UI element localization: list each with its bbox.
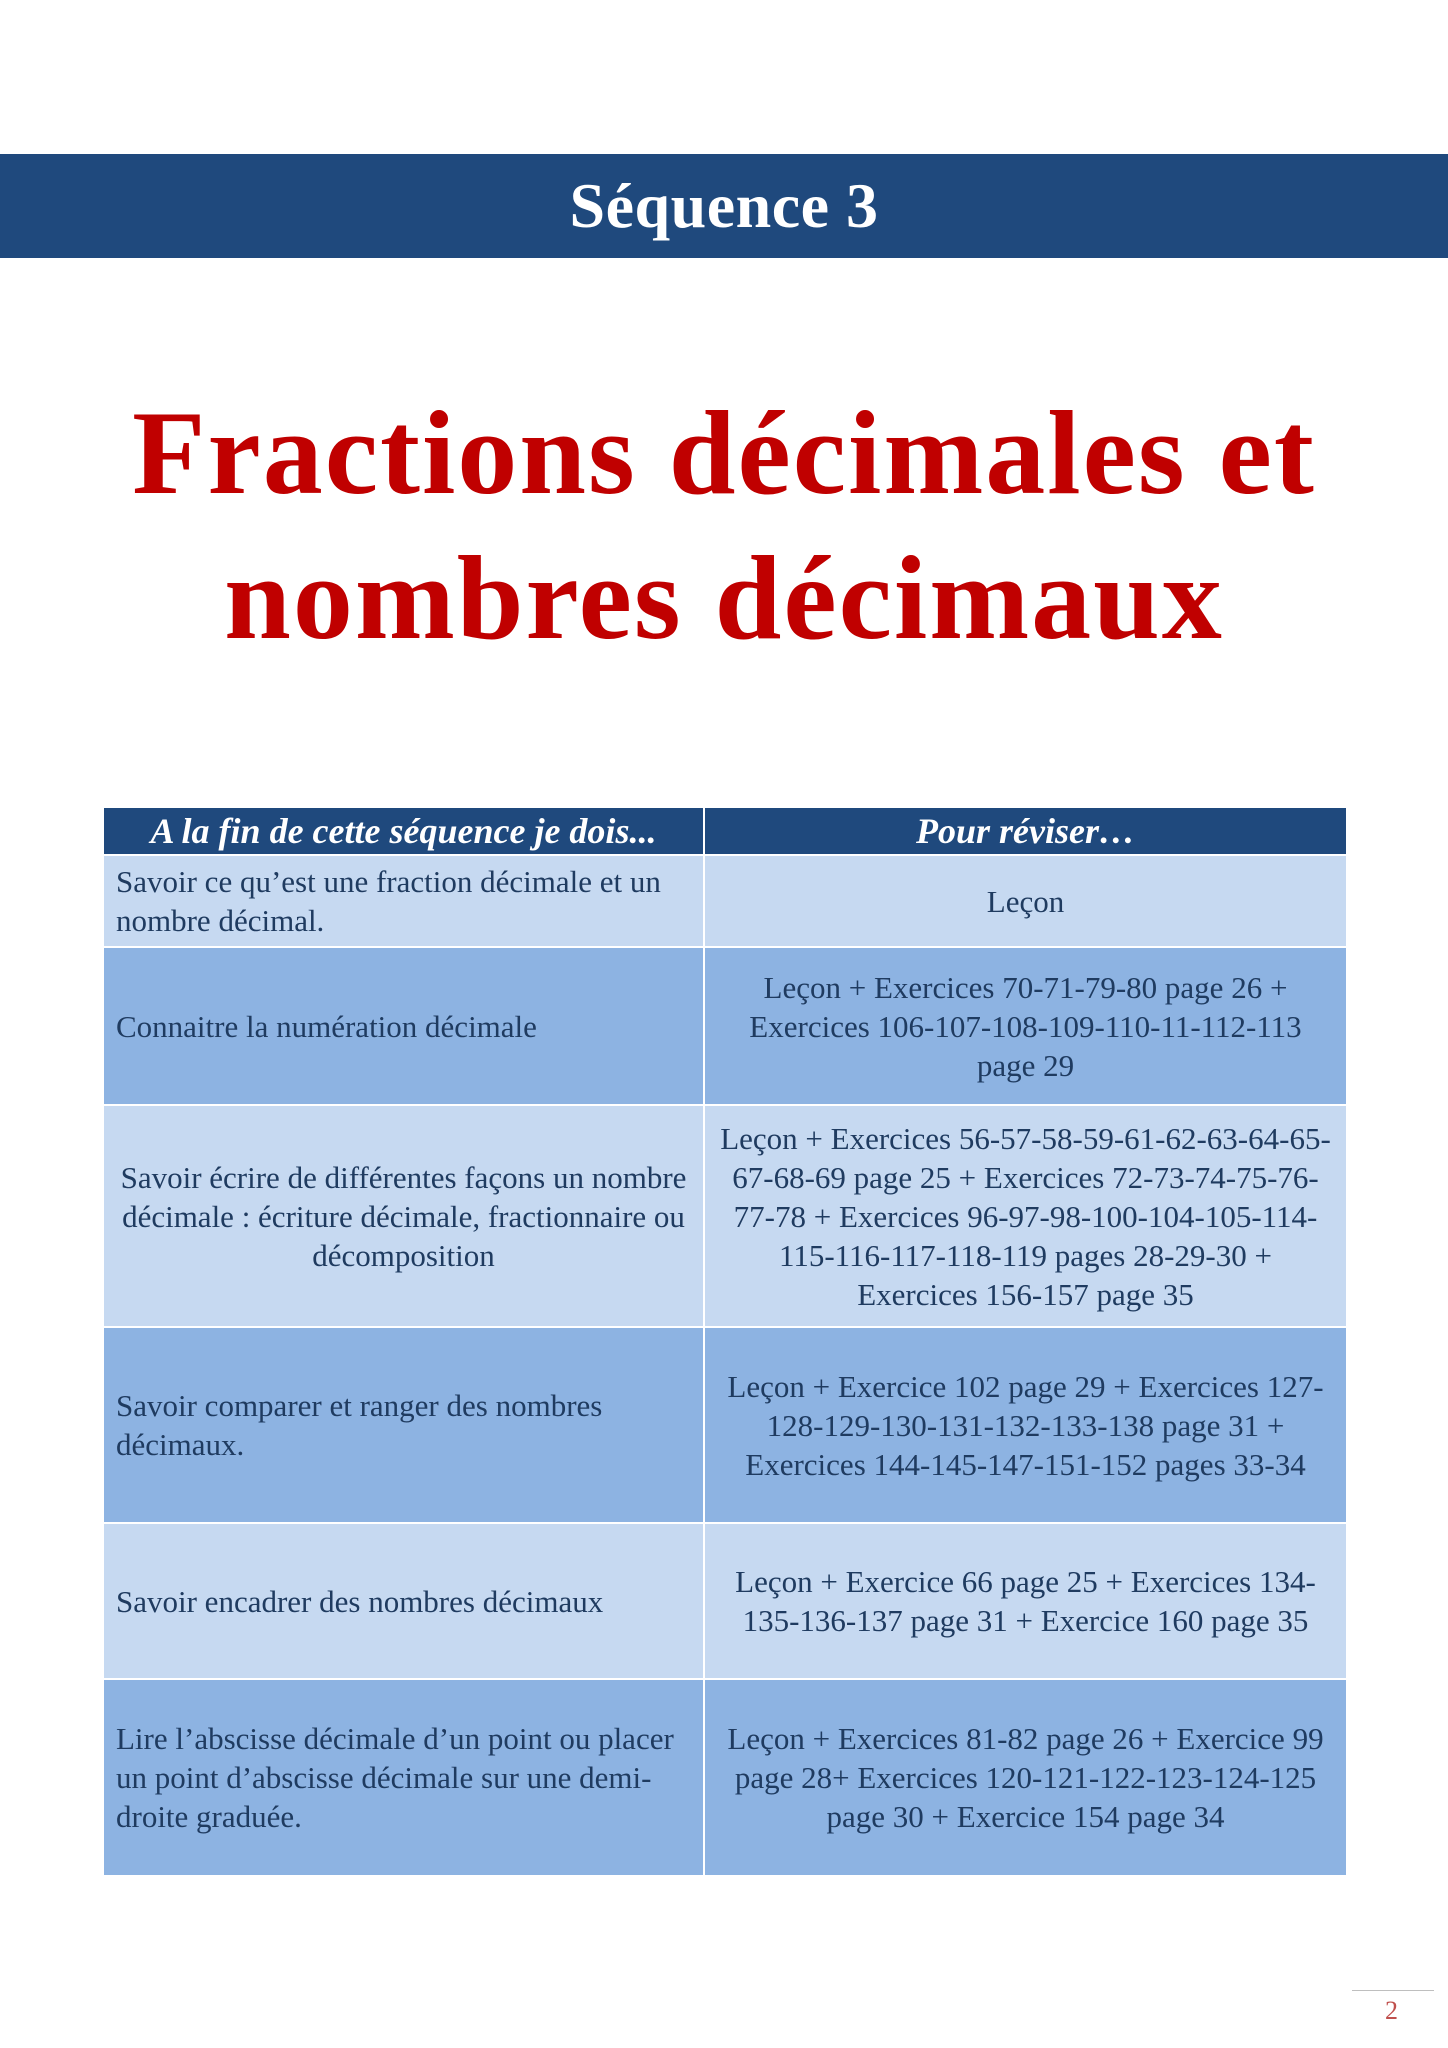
goal-cell: Savoir écrire de différentes façons un nombre décimale : écriture décimale, fractionnaire ou décomposition xyxy=(104,1105,704,1327)
goal-cell: Savoir ce qu’est une fraction décimale et un nombre décimal. xyxy=(104,855,704,947)
table-row xyxy=(104,947,1346,1105)
revise-cell: Leçon xyxy=(704,855,1346,947)
table-header-row xyxy=(104,808,1346,855)
goal-cell: Savoir comparer et ranger des nombres décimaux. xyxy=(104,1327,704,1523)
page-title-line-2: nombres décimaux xyxy=(224,531,1224,664)
table-row xyxy=(104,1105,1346,1327)
table-row xyxy=(104,1523,1346,1679)
sequence-label: Séquence 3 xyxy=(569,170,879,241)
revise-cell: Leçon + Exercice 66 page 25 + Exercices 134-135-136-137 page 31 + Exercice 160 page 35 xyxy=(704,1523,1346,1679)
page-number: 2 xyxy=(1385,1996,1398,2025)
goal-cell: Lire l’abscisse décimale d’un point ou placer un point d’abscisse décimale sur une demi-droite graduée. xyxy=(104,1679,704,1875)
page-title xyxy=(0,380,1448,670)
revision-table xyxy=(104,808,1346,1875)
revise-cell: Leçon + Exercices 81-82 page 26 + Exercice 99 page 28+ Exercices 120-121-122-123-124-125 page 30 + Exercice 154 page 34 xyxy=(704,1679,1346,1875)
revise-cell: Leçon + Exercice 102 page 29 + Exercices 127-128-129-130-131-132-133-138 page 31 + Exercices 144-145-147-151-152 pages 33-34 xyxy=(704,1327,1346,1523)
goal-cell: Savoir encadrer des nombres décimaux xyxy=(104,1523,704,1679)
revise-cell: Leçon + Exercices 70-71-79-80 page 26 + Exercices 106-107-108-109-110-11-112-113 page 29 xyxy=(704,947,1346,1105)
header-revise: Pour réviser… xyxy=(704,808,1346,855)
footer-divider xyxy=(1352,1990,1434,1991)
page-title-line-1: Fractions décimales et xyxy=(132,386,1316,519)
revise-cell: Leçon + Exercices 56-57-58-59-61-62-63-64-65-67-68-69 page 25 + Exercices 72-73-74-75-76-77-78 + Exercices 96-97-98-100-104-105-114-115-116-117-118-119 pages 28-29-30 + Exercices 156-157 page 35 xyxy=(704,1105,1346,1327)
table-row xyxy=(104,1327,1346,1523)
table-row xyxy=(104,1679,1346,1875)
header-goal: A la fin de cette séquence je dois... xyxy=(104,808,704,855)
goal-cell: Connaitre la numération décimale xyxy=(104,947,704,1105)
table-row xyxy=(104,855,1346,947)
sequence-banner xyxy=(0,154,1448,258)
